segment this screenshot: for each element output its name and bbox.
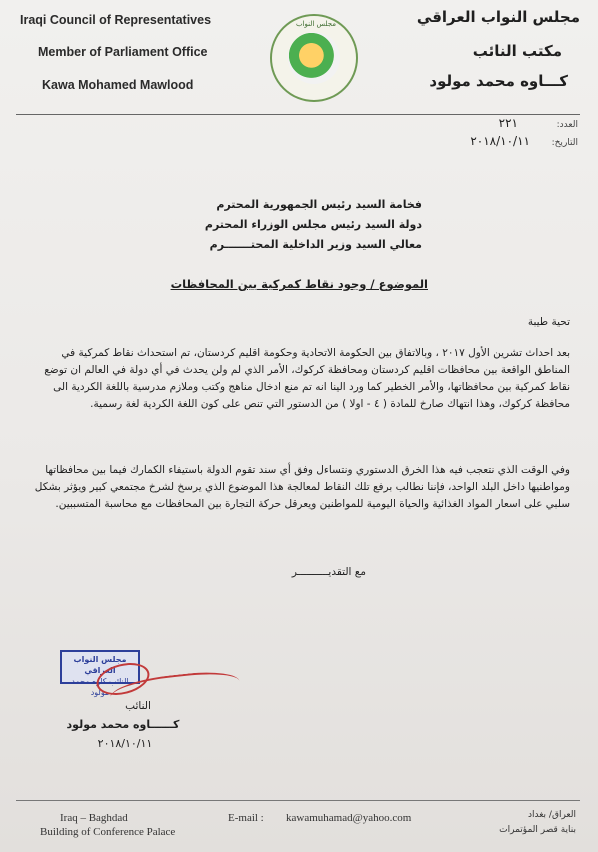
stamp-line1: مجلس النواب العراقي [73,655,127,675]
stamp-line2: النائب كاوه محمد مولود [71,677,129,697]
recipient-3: معالي السيد وزير الداخلية المحتـــــــرم [209,238,422,251]
date-value: ٢٠١٨/١٠/١١ [470,134,530,148]
signature-name: كــــــاوه محمد مولود [66,718,180,731]
number-value: ٢٢١ [498,116,518,130]
footer-city: Iraq – Baghdad [60,812,128,824]
footer-email-label: E-mail : [228,812,264,824]
header-en-line2: Member of Parliament Office [38,45,208,59]
signature-date: ٢٠١٨/١٠/١١ [97,737,153,750]
footer-ar-building: بناية قصر المؤتمرات [499,825,576,835]
footer-divider [16,800,580,801]
footer-building: Building of Conference Palace [40,826,176,838]
date-label: التاريخ: [551,138,578,148]
number-label: العدد: [556,120,578,130]
header-ar-line3: كـــاوه محمد مولود [429,72,568,90]
header-en-line1: Iraqi Council of Representatives [20,13,212,27]
recipient-1: فخامة السيد رئيس الجمهورية المحترم [216,198,422,211]
signature-title: النائب [125,700,151,712]
parliament-logo [270,14,358,102]
closing: مع التقديــــــــــر [291,566,366,578]
paragraph-2: وفي الوقت الذي نتعجب فيه هذا الخرق الدستوري ونتساءل وفق أي سند تقوم الدولة باستيفاء الكمارك فيما بين محافظاتها ومواطنيها داخل البلد الواحد، فإننا نطالب برفع تلك النقاط لمعالجة هذا الموضوع الذي يرسخ لشرخ مجتمعي كبير ويؤثر بشكل سلبي على اسعار المواد الغذائية والحياة اليومية للمواطنين ويعرقل حركة التجارة بين المحافظات مع محاسبة المتسببين. [34,464,570,510]
logo-emblem-icon [288,32,340,84]
footer-email[interactable]: kawamuhamad@yahoo.com [286,812,412,824]
footer-ar-city: العراق/ بغداد [527,810,576,820]
recipient-2: دولة السيد رئيس مجلس الوزراء المحترم [204,218,422,231]
logo-text: مجلس النواب [295,20,337,28]
header-en-line3: Kawa Mohamed Mawlood [42,78,194,92]
greeting: تحية طيبة [527,316,570,328]
header-ar-line2: مكتب النائب [472,42,562,60]
header-divider [16,114,580,115]
subject-line: الموضوع / وجود نقاط كمركية بين المحافظات [170,277,428,291]
header-ar-line1: مجلس النواب العراقي [416,8,580,26]
paragraph-1: بعد احداث تشرين الأول ٢٠١٧ ، وبالاتفاق بين الحكومة الاتحادية وحكومة اقليم كردستان، تم استحداث نقاط كمركية في المناطق الواقعة بين محافظات اقليم كردستان ومحافظة كركوك، الأمر الذي لم ولن يحدث في أي دولة في العالم ان توضع نقاط كمركية بين محافظاتها، والأمر الخطير كما ورد الينا انه تم منع ادخال مناهج وكتب وملازم مدرسية باللغة الكردية الى محافظة كركوك، وهذا انتهاك صارخ للمادة ( ٤ - اولا ) من الدستور التي تنص على كون اللغة الكردية لغة رسمية. [44,347,570,410]
